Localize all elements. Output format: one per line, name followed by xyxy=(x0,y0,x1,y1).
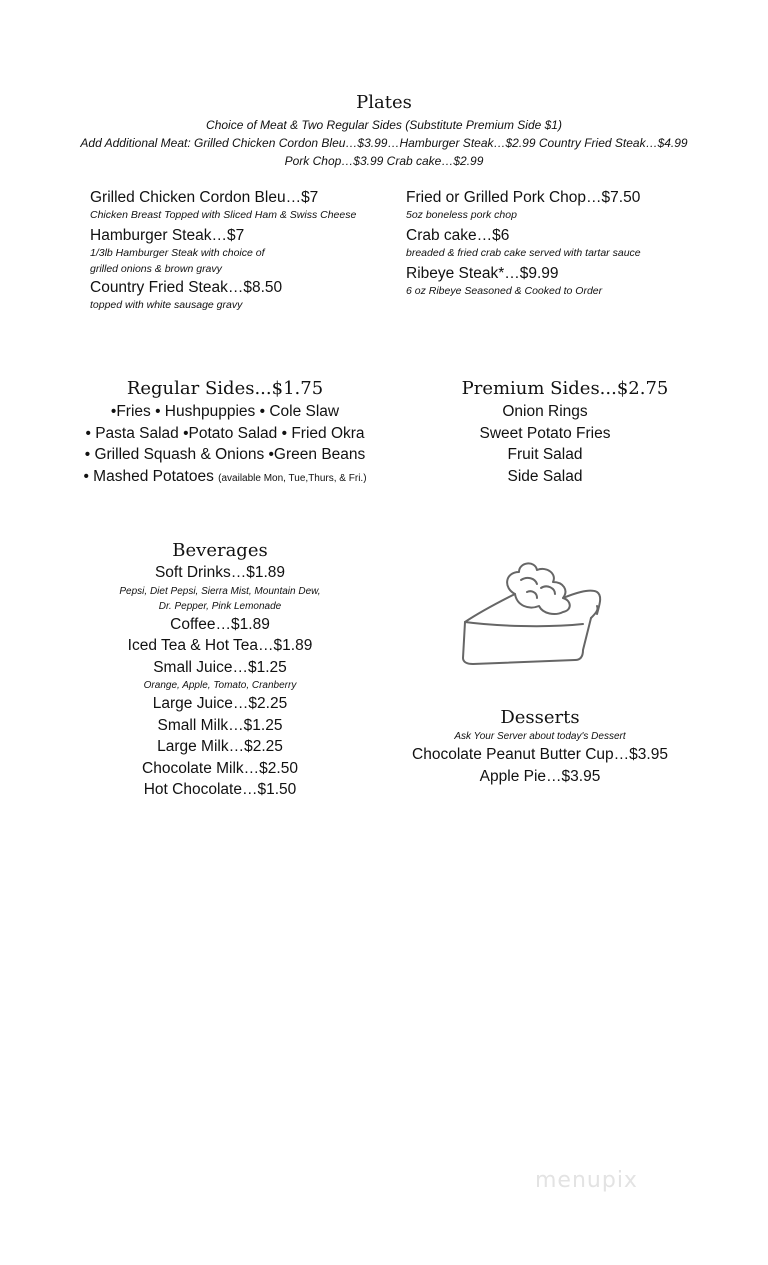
plate-item-desc: Chicken Breast Topped with Sliced Ham & Swiss Cheese xyxy=(90,209,357,221)
beverage-item: Coffee…$1.89 xyxy=(170,615,270,633)
beverage-item: Large Juice…$2.25 xyxy=(152,695,288,712)
plates-right-column xyxy=(406,188,641,299)
premium-sides-section xyxy=(455,378,675,487)
regular-sides-line xyxy=(83,466,366,490)
plate-item-desc: 5oz boneless pork chop xyxy=(406,209,517,221)
plate-item-desc: 6 oz Ribeye Seasoned & Cooked to Order xyxy=(406,285,603,297)
desserts-section xyxy=(400,707,680,787)
plate-item-desc: 1/3lb Hamburger Steak with choice of xyxy=(90,247,265,259)
beverages-section xyxy=(100,540,340,801)
plates-left-column xyxy=(90,188,356,313)
beverage-item: Soft Drinks…$1.89 xyxy=(154,564,286,581)
menupix-watermark: menupix xyxy=(535,1168,638,1193)
plate-item-desc: breaded & fried crab cake served with tartar sauce xyxy=(406,247,641,259)
regular-sides-line: •Fries • Hushpuppies • Cole Slaw xyxy=(110,403,340,420)
dessert-item: Apple Pie…$3.95 xyxy=(479,767,601,785)
beverage-note: Orange, Apple, Tomato, Cranberry xyxy=(143,680,297,691)
regular-sides-last-item: • Mashed Potatoes xyxy=(83,467,214,485)
beverage-item: Small Milk…$1.25 xyxy=(157,716,283,734)
premium-side-item: Fruit Salad xyxy=(507,446,583,463)
plate-item-name: Ribeye Steak*…$9.99 xyxy=(406,265,559,282)
plates-note-2: Add Additional Meat: Grilled Chicken Cordon Bleu…$3.99…Hamburger Steak…$2.99 Country Fried Steak…$4.99 xyxy=(80,136,688,150)
plates-title: Plates xyxy=(356,92,412,113)
plate-item-name: Grilled Chicken Cordon Bleu…$7 xyxy=(90,189,319,206)
beverage-note: Dr. Pepper, Pink Lemonade xyxy=(158,600,282,612)
plate-item-desc: topped with white sausage gravy xyxy=(90,299,243,311)
plate-item-name: Fried or Grilled Pork Chop…$7.50 xyxy=(406,189,641,206)
beverage-item: Iced Tea & Hot Tea…$1.89 xyxy=(127,637,313,654)
beverage-item: Large Milk…$2.25 xyxy=(157,738,283,755)
plate-item-name: Country Fried Steak…$8.50 xyxy=(90,279,283,296)
regular-sides-section xyxy=(70,378,380,489)
beverage-item: Hot Chocolate…$1.50 xyxy=(143,781,297,798)
plates-note-3: Pork Chop…$3.99 Crab cake…$2.99 xyxy=(284,154,484,168)
pie-slice-icon xyxy=(455,548,605,670)
regular-sides-availability-note: (available Mon, Tue,Thurs, & Fri.) xyxy=(218,472,367,484)
plate-item-desc: grilled onions & brown gravy xyxy=(90,263,222,275)
regular-sides-line: • Pasta Salad •Potato Salad • Fried Okra xyxy=(85,424,365,442)
dessert-item: Chocolate Peanut Butter Cup…$3.95 xyxy=(412,746,668,763)
beverages-title: Beverages xyxy=(172,540,268,561)
beverage-item: Chocolate Milk…$2.50 xyxy=(142,759,298,777)
beverage-note: Pepsi, Diet Pepsi, Sierra Mist, Mountain Dew, xyxy=(119,585,321,597)
premium-side-item: Side Salad xyxy=(507,467,583,485)
plates-note-1: Choice of Meat & Two Regular Sides (Substitute Premium Side $1) xyxy=(206,118,562,132)
desserts-note: Ask Your Server about today's Dessert xyxy=(454,731,626,742)
premium-side-item: Sweet Potato Fries xyxy=(479,424,611,442)
regular-sides-line: • Grilled Squash & Onions •Green Beans xyxy=(84,446,366,463)
premium-side-item: Onion Rings xyxy=(502,403,588,420)
premium-sides-title: Premium Sides...$2.75 xyxy=(461,378,669,399)
plate-item-name: Hamburger Steak…$7 xyxy=(90,227,245,244)
regular-sides-title: Regular Sides...$1.75 xyxy=(126,378,324,399)
beverage-item: Small Juice…$1.25 xyxy=(153,658,287,676)
plate-item-name: Crab cake…$6 xyxy=(406,227,510,244)
desserts-title: Desserts xyxy=(500,707,580,728)
